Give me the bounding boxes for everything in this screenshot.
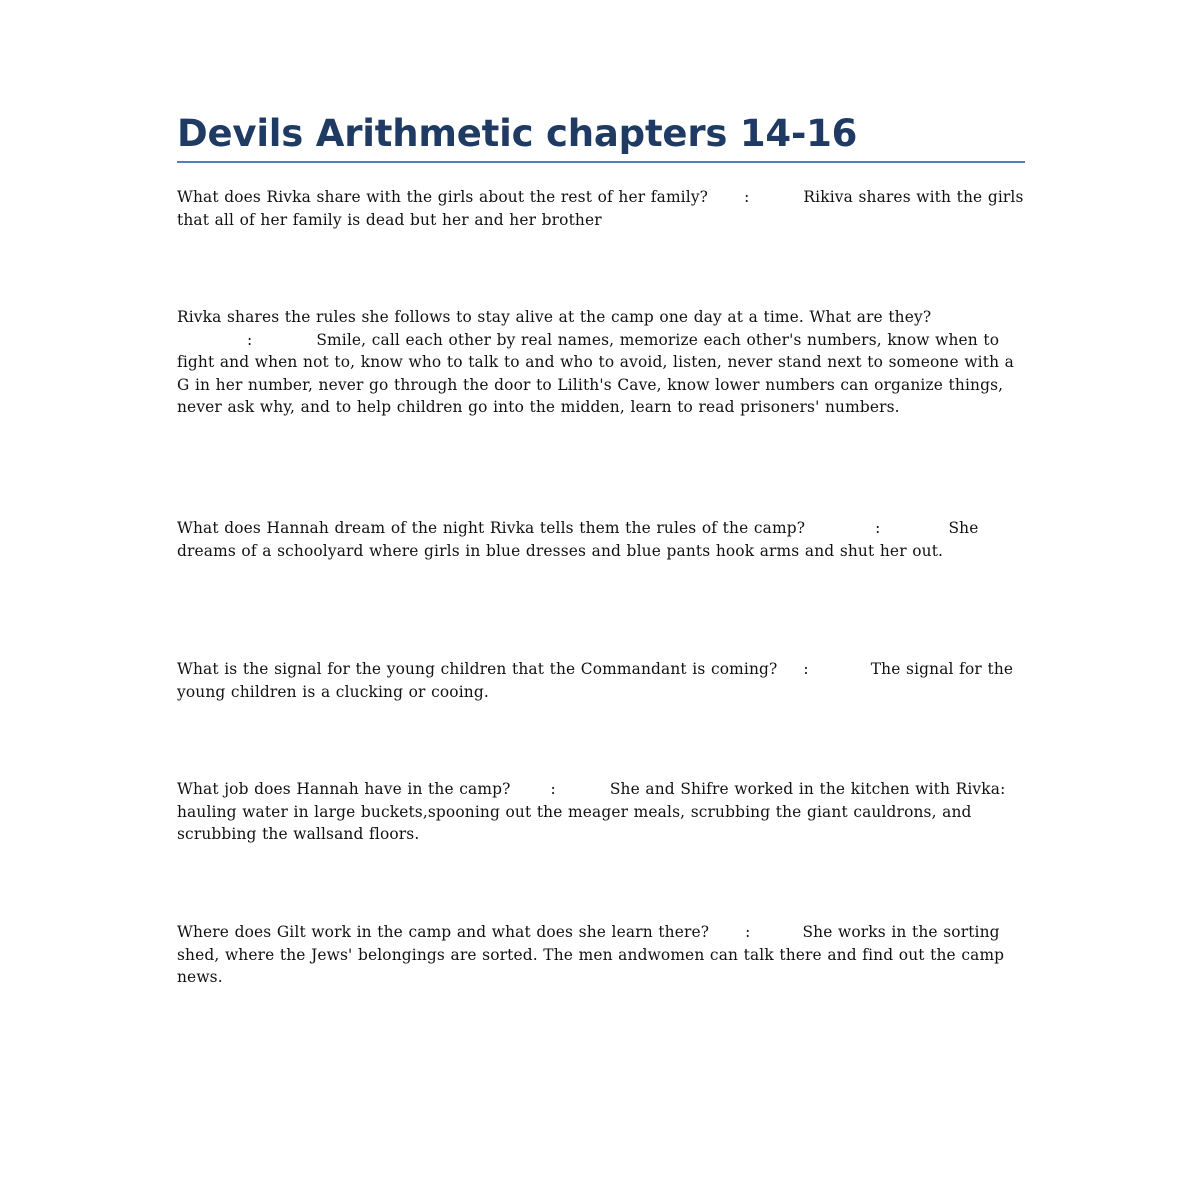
qa-item-3 [177,517,1025,562]
separator-1: : [744,188,750,206]
answer-6: She works in the sorting shed, where the Jews' belongings are sorted. The men andwomen can talk there and find out the camp news. [177,923,1005,986]
document-title: Devils Arithmetic chapters 14-16 [177,112,858,155]
question-2: Rivka shares the rules she follows to stay alive at the camp one day at a time. What are they? [177,308,932,326]
answer-1: Rikiva shares with the girls that all of her family is dead but her and her brother [177,188,1024,229]
document-page [177,108,1025,163]
qa-item-5 [177,778,1025,846]
separator-2: : [247,330,253,349]
answer-4: The signal for the young children is a clucking or cooing. [177,660,1014,701]
title-underline [177,161,1025,163]
qa-item-6 [177,921,1025,989]
separator-3: : [875,519,881,537]
answer-5: She and Shifre worked in the kitchen with Rivka: hauling water in large buckets,spooning out the meager meals, scrubbing the giant cauldrons, and scrubbing the wallsand floors. [177,780,1006,843]
answer-3: She dreams of a schoolyard where girls in blue dresses and blue pants hook arms and shut her out. [177,519,979,560]
qa-item-1 [177,186,1025,231]
answer-2: Smile, call each other by real names, memorize each other's numbers, know when to fight and when not to, know who to talk to and who to avoid, listen, never stand next to someone with a G in her number, never go through the door to Lilith's Cave, know lower numbers can organize things, never ask why, and to help children go into the midden, learn to read prisoners' numbers. [177,330,1014,416]
separator-4: : [803,660,809,678]
qa-item-4 [177,658,1025,703]
question-5: What job does Hannah have in the camp? [177,780,511,798]
separator-5: : [550,780,556,798]
question-6: Where does Gilt work in the camp and what does she learn there? [177,923,710,941]
qa-item-2 [177,306,1025,419]
question-4: What is the signal for the young children that the Commandant is coming? [177,660,778,678]
question-1: What does Rivka share with the girls about the rest of her family? [177,188,709,206]
separator-6: : [745,923,751,941]
question-3: What does Hannah dream of the night Rivka tells them the rules of the camp? [177,519,806,537]
